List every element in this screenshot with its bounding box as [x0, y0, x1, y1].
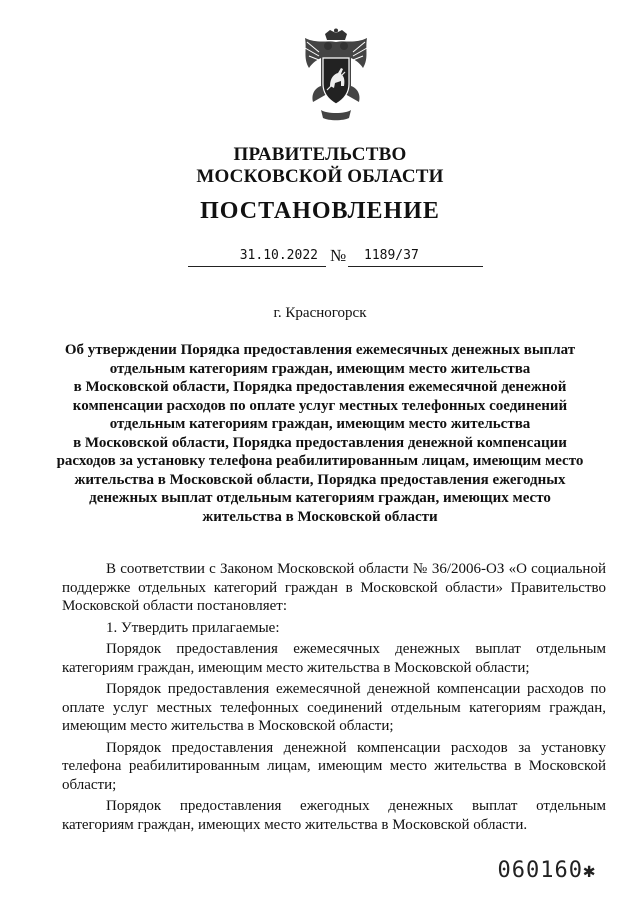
number-sign: №: [330, 246, 347, 265]
org-line-1: ПРАВИТЕЛЬСТВО: [233, 144, 407, 165]
serial-value: 060160: [497, 858, 583, 883]
document-type: ПОСТАНОВЛЕНИЕ: [200, 198, 440, 224]
title-line: отдельным категориям граждан, имеющим место жительства: [109, 360, 531, 377]
organization-name: [0, 144, 640, 188]
title-line: жительства в Московской области: [202, 508, 438, 525]
body-paragraph-order-3: Порядок предоставления денежной компенсации расходов за установку телефона реабилитированным лицам, имеющим место жительства в Московской области;: [62, 739, 606, 793]
document-date: 31.10.2022: [239, 248, 318, 263]
org-line-2: МОСКОВСКОЙ ОБЛАСТИ: [196, 166, 444, 187]
date-underline: [188, 266, 326, 267]
serial-number: [497, 858, 596, 883]
number-underline: [348, 266, 483, 267]
document-number: 1189/37: [364, 248, 419, 263]
asterisk-icon: ✱: [582, 858, 596, 882]
title-line: Об утверждении Порядка предоставления ежемесячных денежных выплат: [64, 342, 576, 358]
date-number-line: [188, 246, 488, 268]
title-line: в Московской области, Порядка предоставления денежной компенсации: [73, 434, 567, 451]
body-paragraph-item-1: 1. Утвердить прилагаемые:: [106, 619, 280, 636]
body-paragraph-order-2: Порядок предоставления ежемесячной денежной компенсации расходов по оплате услуг местных телефонных соединений отдельным категориям граждан, имеющим место жительства в Московской области;: [62, 681, 606, 734]
body-paragraph-preamble: В соответствии с Законом Московской области № 36/2006-ОЗ «О социальной поддержке отдельных категорий граждан в Московской области» Правительство Московской области постановляет:: [62, 561, 606, 614]
coat-of-arms-emblem: [297, 28, 375, 124]
body-paragraph-order-1: Порядок предоставления ежемесячных денежных выплат отдельным категориям граждан, имеющим место жительства в Московской области;: [62, 641, 606, 676]
coat-of-arms-icon: [297, 28, 375, 124]
title-line: жительства в Московской области, Порядка предоставления ежегодных: [74, 471, 566, 488]
document-body: [62, 560, 606, 837]
body-paragraph-order-4: Порядок предоставления ежегодных денежных выплат отдельным категориям граждан, имеющих место жительства в Московской области.: [62, 798, 606, 833]
title-line: компенсации расходов по оплате услуг местных телефонных соединений: [72, 397, 568, 414]
title-line: расходов за установку телефона реабилитированным лицам, имеющим место: [56, 453, 584, 469]
city: г. Красногорск: [273, 305, 367, 321]
title-line: денежных выплат отдельным категориям граждан, имеющих место: [89, 490, 551, 506]
document-title: [0, 341, 640, 526]
title-line: отдельным категориям граждан, имеющим место жительства: [109, 416, 531, 432]
title-line: в Московской области, Порядка предоставления ежемесячной денежной: [73, 379, 567, 395]
